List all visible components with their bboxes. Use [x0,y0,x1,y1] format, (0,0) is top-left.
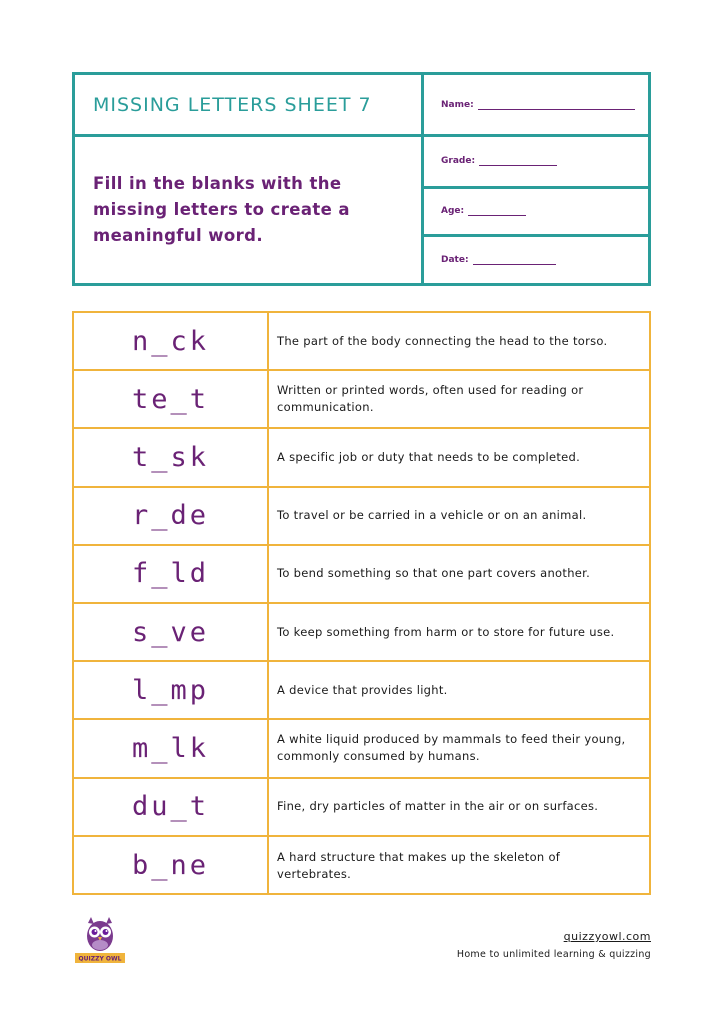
date-label: Date: [441,255,469,266]
missing-letter-word: te_t [131,383,210,415]
definition-cell [269,837,649,895]
age-label: Age: [441,206,465,217]
grade-field[interactable] [424,137,648,186]
definition-cell [269,488,649,546]
name-field[interactable] [424,75,648,137]
missing-letter-word: l_mp [131,674,210,706]
word-definition: To keep something from harm or to store for future use. [277,624,615,639]
date-blank-line[interactable] [473,255,556,265]
word-cell [74,371,269,429]
word-cell [74,720,269,778]
word-cell [74,837,269,895]
definition-cell [269,313,649,371]
word-definition: To bend something so that one part covers another. [277,566,591,581]
quizzy-owl-logo-icon [75,915,125,965]
student-fields [424,137,648,283]
missing-letter-word: b_ne [131,850,210,882]
logo-text: QUIZZY OWL [78,955,122,963]
missing-letter-word: du_t [131,791,210,823]
word-table [72,311,651,895]
word-cell [74,604,269,662]
instructions-text: Fill in the blanks with the missing letters to create a meaningful word. [93,174,350,245]
definition-cell [269,779,649,837]
definition-cell [269,720,649,778]
word-definition: A device that provides light. [277,682,448,697]
footer [457,930,651,960]
word-definition: To travel or be carried in a vehicle or on an animal. [277,508,587,523]
age-blank-line[interactable] [468,206,526,216]
name-label: Name: [441,99,474,110]
word-cell [74,662,269,720]
missing-letter-word: f_ld [131,558,210,590]
word-cell [74,779,269,837]
word-definition: A hard structure that makes up the skeleton of vertebrates. [277,849,561,881]
missing-letter-word: s_ve [131,616,210,648]
word-cell [74,429,269,487]
word-definition: A specific job or duty that needs to be completed. [277,449,581,464]
tagline: Home to unlimited learning & quizzing [456,949,651,960]
definition-cell [269,604,649,662]
word-cell [74,546,269,604]
definition-cell [269,429,649,487]
definition-cell [269,371,649,429]
name-blank-line[interactable] [478,100,635,110]
grade-label: Grade: [441,156,476,167]
word-definition: Fine, dry particles of matter in the air or on surfaces. [277,799,599,814]
missing-letter-word: t_sk [131,441,210,473]
definition-cell [269,546,649,604]
title-cell [75,75,424,137]
instructions-cell [75,137,424,283]
worksheet-header [72,72,651,286]
missing-letter-word: r_de [131,500,210,532]
age-field[interactable] [424,186,648,235]
word-cell [74,313,269,371]
definition-cell [269,662,649,720]
missing-letter-word: n_ck [131,325,210,357]
date-field[interactable] [424,234,648,283]
grade-blank-line[interactable] [479,156,557,166]
page-title: MISSING LETTERS SHEET 7 [93,93,372,116]
word-definition: A white liquid produced by mammals to feed their young, commonly consumed by humans. [277,732,626,764]
word-definition: Written or printed words, often used for reading or communication. [277,383,584,415]
word-definition: The part of the body connecting the head to the torso. [277,333,608,348]
missing-letter-word: m_lk [131,732,210,764]
word-cell [74,488,269,546]
site-link[interactable]: quizzyowl.com [563,930,651,943]
